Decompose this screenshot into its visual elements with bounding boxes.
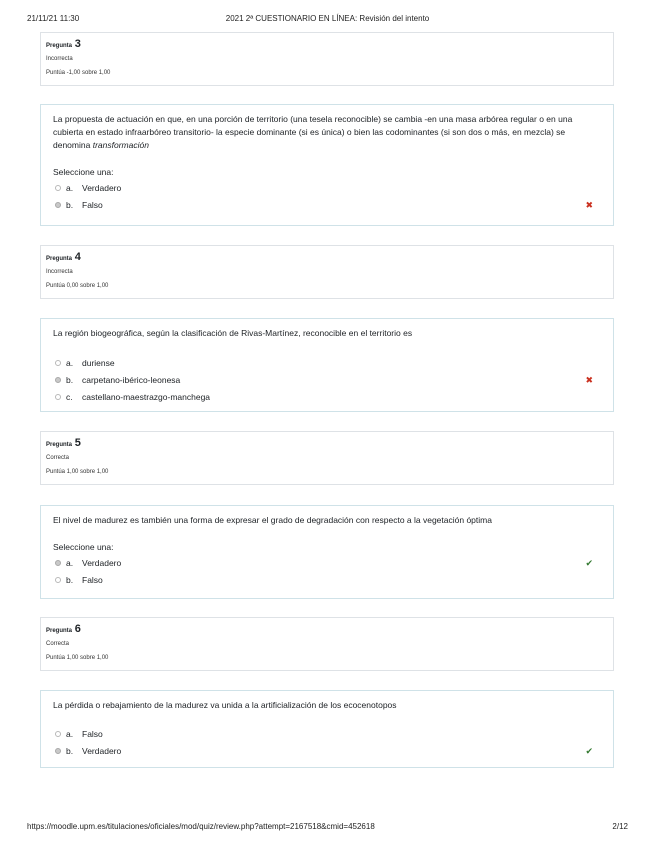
radio-unchecked-icon[interactable] [55, 185, 61, 191]
question-6-info [40, 617, 614, 671]
answer-list [53, 180, 601, 214]
incorrect-cross-icon: ✖ [585, 200, 593, 210]
question-3-content [40, 104, 614, 226]
question-number: Pregunta 5 [46, 437, 81, 449]
question-state: Correcta [46, 455, 70, 461]
print-title: 2021 2ª CUESTIONARIO EN LÍNEA: Revisión del intento [225, 14, 430, 23]
question-3-info [40, 32, 614, 86]
question-state: Incorrecta [46, 56, 73, 62]
question-text: El nivel de madurez es también una forma de expresar el grado de degradación con respecto a la vegetación óptima [53, 515, 492, 525]
question-text: La pérdida o rebajamiento de la madurez va unida a la artificialización de los ecocenotopos [53, 700, 397, 710]
radio-checked-icon[interactable] [55, 377, 61, 383]
question-text: La región biogeográfica, según la clasificación de Rivas-Martínez, reconocible en el territorio es [53, 328, 413, 338]
radio-unchecked-icon[interactable] [55, 731, 61, 737]
correct-check-icon: ✔ [585, 558, 593, 568]
question-number: Pregunta 4 [46, 251, 81, 263]
page-number: 2/12 [612, 822, 628, 831]
answer-option[interactable]: a. duriense [53, 355, 601, 372]
answer-option[interactable]: b. Verdadero ✔ [53, 743, 601, 760]
radio-checked-icon[interactable] [55, 560, 61, 566]
print-date: 21/11/21 11:30 [27, 14, 80, 23]
answer-option[interactable]: a. Verdadero ✔ [53, 555, 601, 572]
radio-checked-icon[interactable] [55, 748, 61, 754]
question-number: Pregunta 6 [46, 623, 81, 635]
question-5-content [40, 505, 614, 599]
answer-prompt: Seleccione una: [53, 167, 114, 177]
question-4-content [40, 318, 614, 412]
question-6-content [40, 690, 614, 768]
radio-checked-icon[interactable] [55, 202, 61, 208]
answer-prompt: Seleccione una: [53, 542, 114, 552]
radio-unchecked-icon[interactable] [55, 394, 61, 400]
question-text-emphasis: transformación [92, 140, 149, 150]
question-state: Incorrecta [46, 269, 73, 275]
radio-unchecked-icon[interactable] [55, 577, 61, 583]
answer-option[interactable]: a. Falso [53, 726, 601, 743]
question-grade: Puntúa 1,00 sobre 1,00 [46, 469, 109, 475]
radio-unchecked-icon[interactable] [55, 360, 61, 366]
print-footer [27, 822, 628, 834]
question-grade: Puntúa -1,00 sobre 1,00 [46, 70, 111, 76]
answer-list [53, 726, 601, 760]
answer-list [53, 355, 601, 406]
answer-option[interactable]: a. Verdadero [53, 180, 601, 197]
answer-option[interactable]: b. Falso [53, 572, 601, 589]
question-grade: Puntúa 0,00 sobre 1,00 [46, 283, 109, 289]
question-5-info [40, 431, 614, 485]
question-4-info [40, 245, 614, 299]
answer-list [53, 555, 601, 589]
question-state: Correcta [46, 641, 70, 647]
question-number: Pregunta 3 [46, 38, 81, 50]
question-text: La propuesta de actuación en que, en una porción de territorio (una tesela reconocible) se cambia -en una masa arbórea regular o en una cubierta en estado infraarbóreo transitorio- la especie dominante (si es única) o bien las codominantes (si son dos o más, en mezcla) se denomina transformación [53, 114, 573, 150]
print-header [27, 14, 628, 26]
question-grade: Puntúa 1,00 sobre 1,00 [46, 655, 109, 661]
page-url: https://moodle.upm.es/titulaciones/oficiales/mod/quiz/review.php?attempt=2167518&cmid=452618 [27, 822, 375, 831]
incorrect-cross-icon: ✖ [585, 375, 593, 385]
answer-option[interactable]: c. castellano-maestrazgo-manchega [53, 389, 601, 406]
answer-option[interactable]: b. carpetano-ibérico-leonesa ✖ [53, 372, 601, 389]
correct-check-icon: ✔ [585, 746, 593, 756]
answer-option[interactable]: b. Falso ✖ [53, 197, 601, 214]
